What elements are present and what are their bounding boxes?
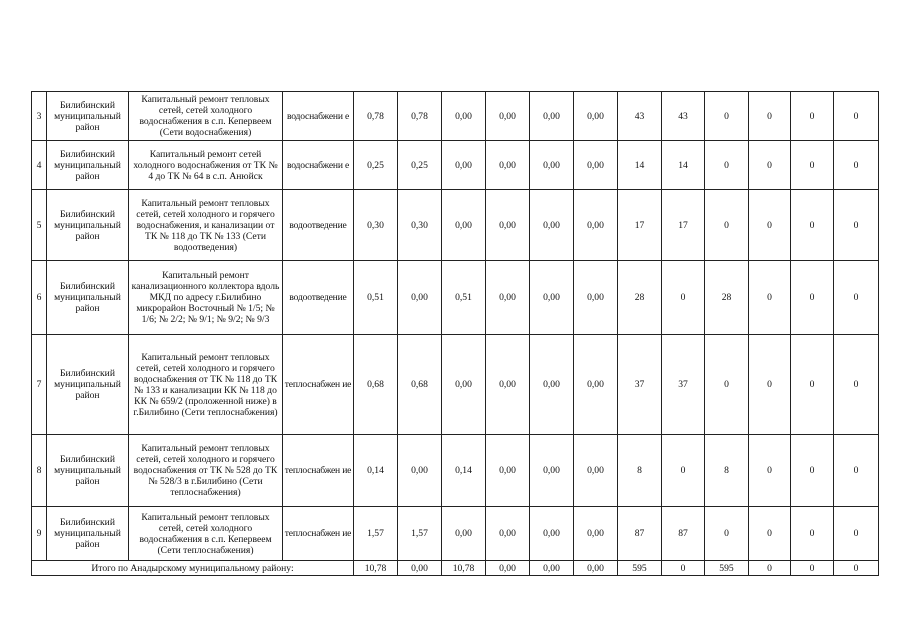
value-cell: 1,57 <box>354 507 398 561</box>
value-cell: 0,00 <box>530 141 574 190</box>
total-row <box>32 561 879 576</box>
total-value-cell: 0 <box>662 561 705 576</box>
value-cell: 0 <box>791 335 834 435</box>
value-cell: 0,00 <box>574 435 618 507</box>
value-cell: 0 <box>749 92 791 141</box>
value-cell: 0,00 <box>486 190 530 261</box>
value-cell: 0,00 <box>486 141 530 190</box>
value-cell: 0,25 <box>398 141 442 190</box>
object-name-cell: Капитальный ремонт тепловых сетей, сетей холодного и горячего водоснабжения от ТК № 528 до ТК № 528/3 в г.Билибино (Сети теплоснабжения) <box>129 435 283 507</box>
value-cell: 0 <box>834 435 879 507</box>
total-value-cell: 0,00 <box>398 561 442 576</box>
row-number: 3 <box>32 92 47 141</box>
table-row <box>32 435 879 507</box>
value-cell: 0,51 <box>354 261 398 335</box>
value-cell: 0,00 <box>398 261 442 335</box>
value-cell: 0,00 <box>530 261 574 335</box>
category-cell: водоотведение <box>283 190 354 261</box>
total-value-cell: 0 <box>791 561 834 576</box>
value-cell: 28 <box>705 261 749 335</box>
category-cell: водоотведение <box>283 261 354 335</box>
value-cell: 0,00 <box>574 190 618 261</box>
row-number: 6 <box>32 261 47 335</box>
table-row <box>32 190 879 261</box>
value-cell: 0,00 <box>530 190 574 261</box>
value-cell: 37 <box>662 335 705 435</box>
value-cell: 0,51 <box>442 261 486 335</box>
value-cell: 0 <box>705 92 749 141</box>
district-cell: Билибинский муниципальный район <box>47 92 129 141</box>
total-value-cell: 10,78 <box>442 561 486 576</box>
value-cell: 0 <box>834 261 879 335</box>
row-number: 5 <box>32 190 47 261</box>
value-cell: 0,00 <box>442 190 486 261</box>
table-row <box>32 335 879 435</box>
district-cell: Билибинский муниципальный район <box>47 141 129 190</box>
value-cell: 87 <box>662 507 705 561</box>
value-cell: 0 <box>705 335 749 435</box>
row-number: 4 <box>32 141 47 190</box>
value-cell: 0 <box>749 141 791 190</box>
value-cell: 0 <box>834 190 879 261</box>
value-cell: 0 <box>662 261 705 335</box>
value-cell: 0,00 <box>486 335 530 435</box>
object-name-cell: Капитальный ремонт тепловых сетей, сетей холодного и горячего водоснабжения от ТК № 118 до ТК № 133 и канализации КК № 118 до КК № 659/2 (проложенной ниже) в г.Билибино (Сети теплоснабжения) <box>129 335 283 435</box>
value-cell: 0 <box>834 335 879 435</box>
table-row <box>32 261 879 335</box>
value-cell: 0 <box>749 507 791 561</box>
value-cell: 0,00 <box>530 435 574 507</box>
value-cell: 0,14 <box>354 435 398 507</box>
district-cell: Билибинский муниципальный район <box>47 335 129 435</box>
value-cell: 17 <box>662 190 705 261</box>
value-cell: 0,00 <box>442 141 486 190</box>
district-cell: Билибинский муниципальный район <box>47 435 129 507</box>
row-number: 7 <box>32 335 47 435</box>
district-cell: Билибинский муниципальный район <box>47 507 129 561</box>
value-cell: 0 <box>791 92 834 141</box>
value-cell: 0,00 <box>442 507 486 561</box>
value-cell: 8 <box>618 435 662 507</box>
category-cell: теплоснабжен ие <box>283 335 354 435</box>
total-value-cell: 0 <box>749 561 791 576</box>
value-cell: 0,00 <box>530 507 574 561</box>
value-cell: 0,00 <box>442 335 486 435</box>
object-name-cell: Капитальный ремонт сетей холодного водоснабжения от ТК № 4 до ТК № 64 в с.п. Анюйск <box>129 141 283 190</box>
value-cell: 1,57 <box>398 507 442 561</box>
value-cell: 0,00 <box>530 92 574 141</box>
value-cell: 0,00 <box>442 92 486 141</box>
value-cell: 87 <box>618 507 662 561</box>
value-cell: 0 <box>749 335 791 435</box>
object-name-cell: Капитальный ремонт тепловых сетей, сетей холодного и горячего водоснабжения, и канализации от ТК № 118 до ТК № 133 (Сети водоотведения) <box>129 190 283 261</box>
object-name-cell: Капитальный ремонт тепловых сетей, сетей холодного водоснабжения в с.п. Кепервеем (Сети теплоснабжения) <box>129 507 283 561</box>
object-name-cell: Капитальный ремонт канализационного коллектора вдоль МКД по адресу г.Билибино микрорайон Восточный № 1/5; № 1/6; № 2/2; № 9/1; № 9/2; № 9/3 <box>129 261 283 335</box>
value-cell: 0 <box>791 261 834 335</box>
value-cell: 0,00 <box>574 141 618 190</box>
value-cell: 43 <box>662 92 705 141</box>
category-cell: водоснабжени е <box>283 92 354 141</box>
total-label: Итого по Анадырскому муниципальному району: <box>32 561 354 576</box>
total-value-cell: 0,00 <box>530 561 574 576</box>
total-value-cell: 595 <box>618 561 662 576</box>
value-cell: 0,00 <box>574 335 618 435</box>
total-value-cell: 0,00 <box>486 561 530 576</box>
table-row <box>32 507 879 561</box>
value-cell: 0,30 <box>354 190 398 261</box>
category-cell: теплоснабжен ие <box>283 507 354 561</box>
value-cell: 0 <box>662 435 705 507</box>
value-cell: 0 <box>705 190 749 261</box>
value-cell: 0 <box>705 507 749 561</box>
value-cell: 0 <box>791 190 834 261</box>
value-cell: 0 <box>749 261 791 335</box>
value-cell: 0,78 <box>398 92 442 141</box>
value-cell: 0,78 <box>354 92 398 141</box>
value-cell: 37 <box>618 335 662 435</box>
row-number: 8 <box>32 435 47 507</box>
value-cell: 0 <box>834 92 879 141</box>
value-cell: 0,00 <box>574 261 618 335</box>
value-cell: 0,68 <box>398 335 442 435</box>
value-cell: 0,68 <box>354 335 398 435</box>
category-cell: водоснабжени е <box>283 141 354 190</box>
row-number: 9 <box>32 507 47 561</box>
value-cell: 14 <box>662 141 705 190</box>
value-cell: 0 <box>705 141 749 190</box>
value-cell: 43 <box>618 92 662 141</box>
value-cell: 8 <box>705 435 749 507</box>
value-cell: 0 <box>791 507 834 561</box>
value-cell: 0,25 <box>354 141 398 190</box>
total-value-cell: 595 <box>705 561 749 576</box>
value-cell: 17 <box>618 190 662 261</box>
capital-repair-table <box>31 91 879 576</box>
value-cell: 0,14 <box>442 435 486 507</box>
total-value-cell: 10,78 <box>354 561 398 576</box>
value-cell: 0,30 <box>398 190 442 261</box>
value-cell: 28 <box>618 261 662 335</box>
value-cell: 0,00 <box>486 507 530 561</box>
table-row <box>32 92 879 141</box>
value-cell: 0 <box>749 190 791 261</box>
value-cell: 0 <box>749 435 791 507</box>
value-cell: 0,00 <box>486 92 530 141</box>
table-row <box>32 141 879 190</box>
value-cell: 0,00 <box>486 435 530 507</box>
object-name-cell: Капитальный ремонт тепловых сетей, сетей холодного водоснабжения в с.п. Кепервеем (Сети водоснабжения) <box>129 92 283 141</box>
total-value-cell: 0 <box>834 561 879 576</box>
value-cell: 0,00 <box>398 435 442 507</box>
category-cell: теплоснабжен ие <box>283 435 354 507</box>
value-cell: 0,00 <box>486 261 530 335</box>
value-cell: 0,00 <box>530 335 574 435</box>
value-cell: 14 <box>618 141 662 190</box>
value-cell: 0,00 <box>574 507 618 561</box>
value-cell: 0 <box>834 141 879 190</box>
district-cell: Билибинский муниципальный район <box>47 261 129 335</box>
value-cell: 0 <box>791 141 834 190</box>
district-cell: Билибинский муниципальный район <box>47 190 129 261</box>
total-value-cell: 0,00 <box>574 561 618 576</box>
value-cell: 0 <box>791 435 834 507</box>
value-cell: 0,00 <box>574 92 618 141</box>
value-cell: 0 <box>834 507 879 561</box>
